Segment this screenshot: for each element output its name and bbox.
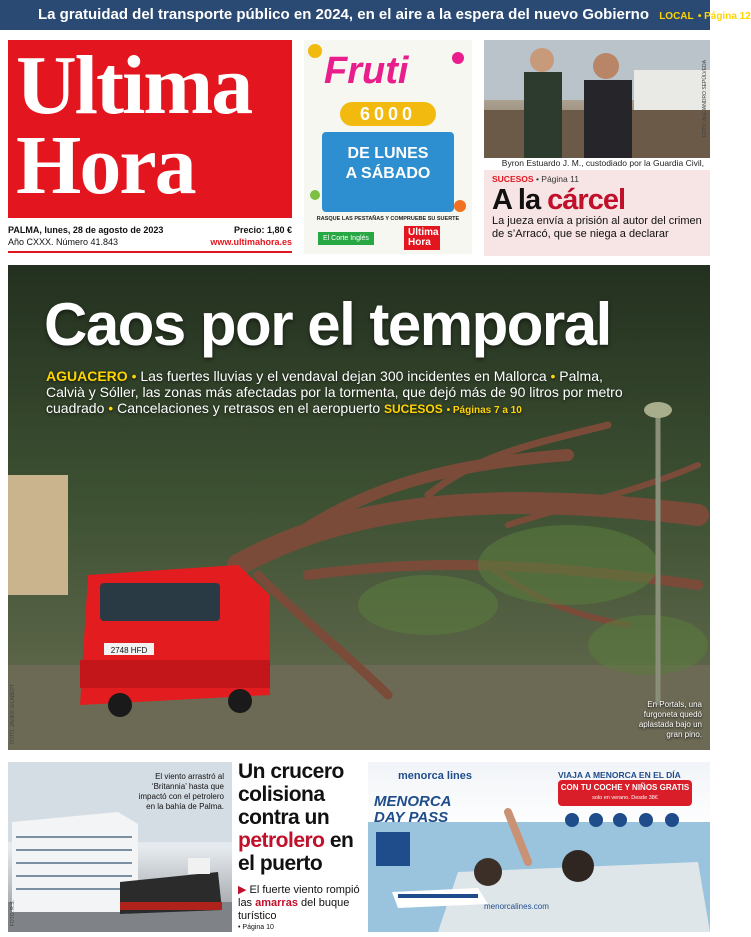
court-photo-credit: FOTO: ALEJANDRO SEPÚLVEDA: [702, 60, 708, 138]
court-headline: [492, 185, 710, 215]
date-text: PALMA, lunes, 28 de agosto de 2023: [8, 225, 164, 235]
tanker-bridge: [188, 858, 210, 874]
ship-headline-1: Un crucero colisiona contra un: [238, 760, 344, 829]
court-kicker-section: SUCESOS: [492, 174, 534, 184]
court-headline-a: A la: [492, 184, 541, 216]
fruit-dot: [452, 52, 464, 64]
fruti-uh-logo: [404, 226, 440, 250]
ship-sub-2: del buque turístico: [238, 897, 350, 922]
fruit-dot: [454, 200, 466, 212]
ship-sub-1: El fuerte viento rompió las: [238, 884, 360, 909]
main-photo-credit: FOTO: JAVIER GILABERT: [10, 684, 16, 744]
bullet: •: [550, 368, 556, 384]
tanker-stripe: [120, 902, 222, 910]
fruti-box-line2: A SÁBADO: [345, 165, 431, 182]
masthead-line2: Hora: [16, 119, 195, 212]
menorca-viaja: VIAJA A MENORCA EN EL DÍA: [558, 770, 681, 780]
lamp-head: [644, 402, 672, 418]
guard-head: [530, 48, 554, 72]
menorca-day-pass: [374, 794, 494, 826]
red-van: [80, 565, 270, 717]
ship-page: • Página 10: [238, 924, 274, 931]
main-headline[interactable]: Caos por el temporal: [44, 291, 611, 358]
day-pass-line1: MENORCA: [374, 793, 452, 810]
main-kicker: AGUACERO: [46, 368, 128, 384]
triangle-icon: ▶: [238, 884, 247, 896]
teaser-bar[interactable]: [0, 0, 751, 30]
ship-caption: El viento arrastró al ‘Britannia’ hasta que impactó con el petrolero en la bahía de Palma.: [138, 772, 224, 811]
menorca-offer[interactable]: [558, 780, 692, 806]
ship-headline-2: en el puerto: [238, 829, 354, 875]
ship-headline[interactable]: [238, 760, 366, 875]
teaser-text: La gratuidad del transporte público en 2024, en el aire a la espera del nuevo Gobierno: [38, 6, 650, 23]
deck-part-3: Cancelaciones y retrasos en el aeropuerto: [117, 400, 381, 416]
van-plate: 2748 HFD: [110, 646, 148, 655]
ferry-stripe: [398, 894, 478, 898]
court-kicker: [492, 174, 710, 184]
fruti-title: Fruti: [324, 50, 409, 92]
fruti-days-box: [322, 132, 454, 212]
court-subhead: La jueza envía a prisión al autor del crimen de s’Arracó, que se niega a declarar: [492, 215, 702, 240]
masthead-line1: Ultima: [16, 39, 252, 132]
passenger-head: [474, 858, 502, 886]
detainee-body: [584, 80, 632, 158]
masthead-logo[interactable]: [8, 40, 292, 218]
offer-small: solo en verano. Desde 38€: [592, 795, 658, 801]
ship-headline-red: petrolero: [238, 829, 325, 852]
deck-part-1: Las fuertes lluvias y el vendaval dejan 300 incidentes en Mallorca: [140, 368, 547, 384]
teaser-section: LOCAL: [659, 11, 694, 22]
qr-code-icon[interactable]: [376, 832, 410, 866]
fruti-box-line1: DE LUNES: [347, 145, 429, 162]
price: Precio: 1,80 €: [233, 225, 292, 235]
deck-part-2: Palma, Calvià y Sóller, las zonas más afectadas por la tormenta, que dejó más de 90 litros por metro cuadrado: [46, 368, 623, 416]
court-headline-b: cárcel: [547, 184, 626, 216]
fruti-uh-line2: Hora: [408, 237, 431, 248]
fruti-brand: El Corte Inglés: [318, 232, 374, 245]
court-caption: Byron Estuardo J. M., custodiado por la Guardia Civil,: [501, 158, 704, 168]
bullet: •: [131, 368, 137, 384]
masthead-rule: [8, 251, 292, 253]
court-kicker-page: • Página 11: [535, 174, 579, 184]
offer-text: CON TU COCHE Y NIÑOS GRATIS: [560, 783, 690, 792]
menorca-lines-logo: menorca lines: [398, 770, 472, 782]
teaser-page: • Página 12: [697, 11, 751, 22]
court-story[interactable]: [484, 170, 710, 256]
passenger-head: [562, 850, 594, 882]
ship-photo-credit: FOTO: R.S.: [10, 899, 16, 926]
ship-subhead: [238, 884, 366, 923]
fruti-uh-line1: Ultima: [408, 227, 439, 238]
menorca-url[interactable]: menorcalines.com: [484, 902, 549, 911]
issue-number: Año CXXX. Número 41.843: [8, 237, 119, 247]
menorca-lines-ad[interactable]: [368, 762, 710, 932]
site-url[interactable]: www.ultimahora.es: [210, 237, 292, 247]
court-photo-illustration: [484, 40, 710, 158]
guard-body: [524, 72, 562, 158]
main-photo-caption: En Portals, una furgoneta quedó aplastada bajo un gran pino.: [638, 700, 702, 739]
ship-sub-red: amarras: [255, 897, 298, 909]
main-section: SUCESOS: [384, 402, 443, 416]
fruti-number: 6000: [340, 102, 436, 126]
detainee-head: [593, 53, 619, 79]
fruti-ad[interactable]: [304, 40, 472, 254]
dateline: [8, 224, 292, 248]
building: [8, 475, 68, 595]
bullet: •: [108, 400, 114, 416]
day-pass-line2: DAY PASS: [374, 809, 449, 826]
fruit-dot: [308, 44, 322, 58]
fruit-dot: [310, 190, 320, 200]
court-photo[interactable]: [484, 40, 710, 158]
main-pages: • Páginas 7 a 10: [446, 405, 522, 416]
main-deck: [46, 368, 636, 419]
fruti-instructions: RASQUE LAS PESTAÑAS Y COMPRUEBE SU SUERTE: [316, 216, 460, 222]
